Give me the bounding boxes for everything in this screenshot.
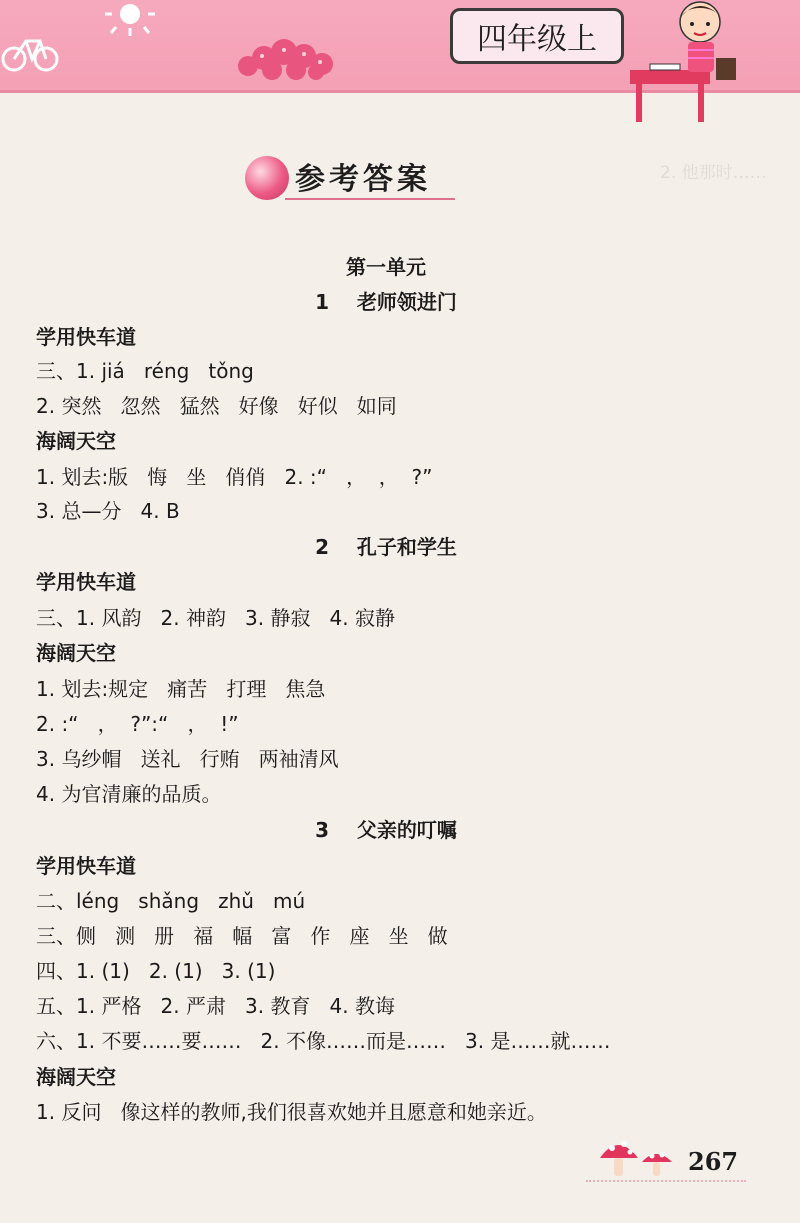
answer-line: 2. 突然 忽然 猛然 好像 好似 如同 (36, 394, 397, 418)
answer-line: 三、1. jiá réng tǒng (36, 359, 254, 383)
answer-line: 1. 划去:版 悔 坐 俏俏 2. :“ ， ， ?” (36, 465, 433, 489)
answer-line: 3. 总—分 4. B (36, 499, 180, 523)
girl-at-desk-icon (630, 0, 750, 125)
answer-line: 三、1. 风韵 2. 神韵 3. 静寂 4. 寂静 (36, 606, 395, 630)
section-heading: 海阔天空 (36, 1065, 116, 1089)
lesson-heading: 2 孔子和学生 (315, 535, 457, 559)
unit-heading: 第一单元 (346, 255, 426, 279)
answers-title-text: 参考答案 (295, 162, 431, 197)
flower-cloud-icon (232, 38, 344, 80)
sun-icon (100, 0, 160, 40)
lesson-heading: 1 老师领进门 (315, 290, 457, 314)
grade-label: 四年级上 (450, 8, 624, 64)
lesson-heading: 3 父亲的叮嘱 (315, 818, 457, 842)
section-heading: 海阔天空 (36, 429, 116, 453)
answer-line: 四、1. (1) 2. (1) 3. (1) (36, 959, 276, 983)
answer-line: 1. 划去:规定 痛苦 打理 焦急 (36, 677, 326, 701)
answer-line: 2. :“ ， ?”:“ ， !” (36, 712, 239, 736)
mushroom-icon (596, 1132, 686, 1182)
title-underline (285, 198, 455, 200)
bicycle-icon (0, 25, 60, 80)
section-heading: 学用快车道 (36, 325, 136, 349)
bleed-through-text: 2. 他那时…… (660, 163, 767, 183)
page-number: 267 (688, 1147, 739, 1176)
answer-line: 五、1. 严格 2. 严肃 3. 教育 4. 教诲 (36, 994, 395, 1018)
ball-icon (245, 156, 289, 200)
answer-line: 六、1. 不要……要…… 2. 不像……而是…… 3. 是……就…… (36, 1029, 611, 1053)
answer-line: 二、léng shǎng zhǔ mú (36, 889, 306, 913)
answer-line: 三、侧 测 册 福 幅 富 作 座 坐 做 (36, 924, 448, 948)
section-heading: 海阔天空 (36, 641, 116, 665)
section-heading: 学用快车道 (36, 570, 136, 594)
answers-title (245, 148, 455, 208)
answer-line: 1. 反问 像这样的教师,我们很喜欢她并且愿意和她亲近。 (36, 1100, 547, 1124)
answer-line: 3. 乌纱帽 送礼 行贿 两袖清风 (36, 747, 339, 771)
section-heading: 学用快车道 (36, 854, 136, 878)
answer-line: 4. 为官清廉的品质。 (36, 782, 222, 806)
page-header (0, 0, 800, 93)
footer-dotted-line (586, 1180, 746, 1188)
